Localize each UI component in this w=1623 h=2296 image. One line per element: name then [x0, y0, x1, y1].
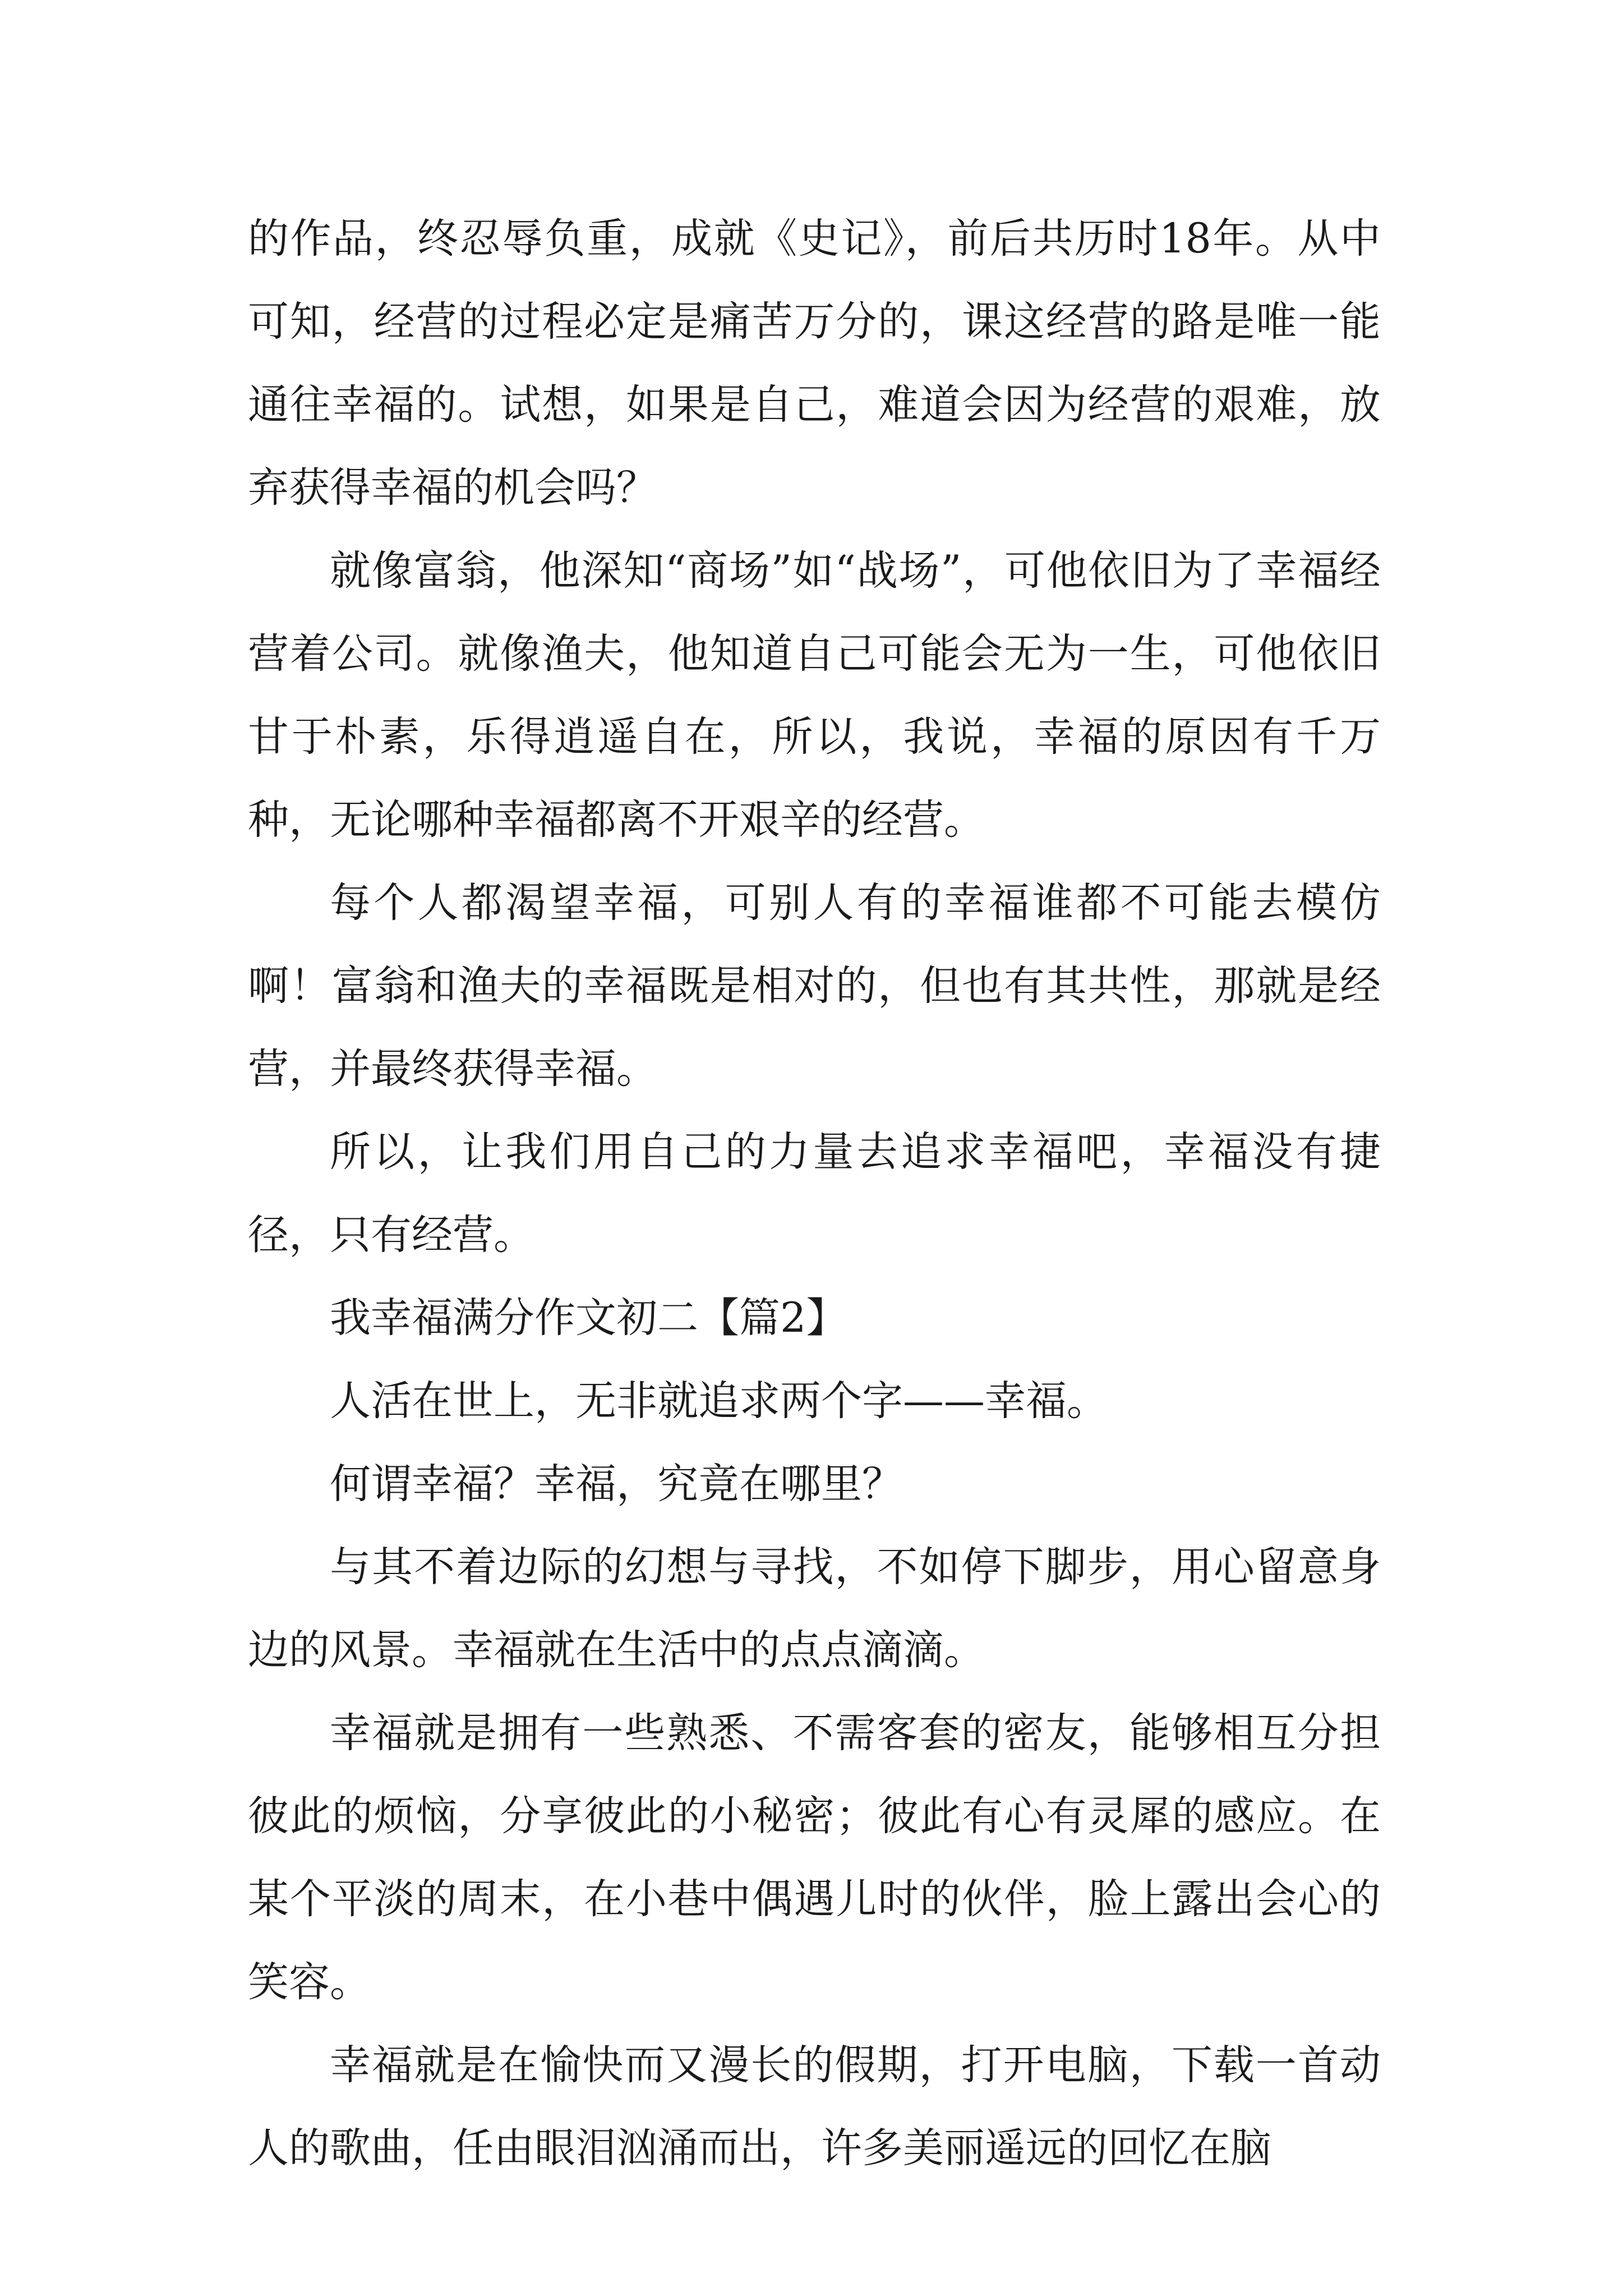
paragraph: 的作品，终忍辱负重，成就《史记》，前后共历时18年。从中可知，经营的过程必定是痛苦万分的，课这经营的路是唯一能通往幸福的。试想，如果是自己，难道会因为经营的艰难，放弃获得幸福的机会吗？ [248, 215, 1381, 512]
section-heading: 我幸福满分作文初二【篇2】 [330, 1294, 847, 1342]
paragraph: 何谓幸福？幸福，究竟在哪里？ [330, 1460, 903, 1508]
document-body [248, 197, 1381, 2190]
paragraph: 所以，让我们用自己的力量去追求幸福吧，幸福没有捷径，只有经营。 [248, 1128, 1381, 1259]
paragraph: 与其不着边际的幻想与寻找，不如停下脚步，用心留意身边的风景。幸福就在生活中的点点滴滴。 [248, 1543, 1381, 1674]
paragraph: 每个人都渴望幸福，可别人有的幸福谁都不可能去模仿啊！富翁和渔夫的幸福既是相对的，但也有其共性，那就是经营，并最终获得幸福。 [248, 879, 1381, 1093]
paragraph: 人活在世上，无非就追求两个字——幸福。 [330, 1377, 1108, 1425]
paragraph: 幸福就是在愉快而又漫长的假期，打开电脑，下载一首动人的歌曲，任由眼泪汹涌而出，许多美丽遥远的回忆在脑 [248, 2041, 1381, 2172]
paragraph: 幸福就是拥有一些熟悉、不需客套的密友，能够相互分担彼此的烦恼，分享彼此的小秘密；彼此有心有灵犀的感应。在某个平淡的周末，在小巷中偶遇儿时的伙伴，脸上露出会心的笑容。 [248, 1709, 1381, 2006]
paragraph: 就像富翁，他深知“商场”如“战场”，可他依旧为了幸福经营着公司。就像渔夫，他知道自己可能会无为一生，可他依旧甘于朴素，乐得逍遥自在，所以，我说，幸福的原因有千万种，无论哪种幸福都离不开艰辛的经营。 [248, 547, 1381, 844]
